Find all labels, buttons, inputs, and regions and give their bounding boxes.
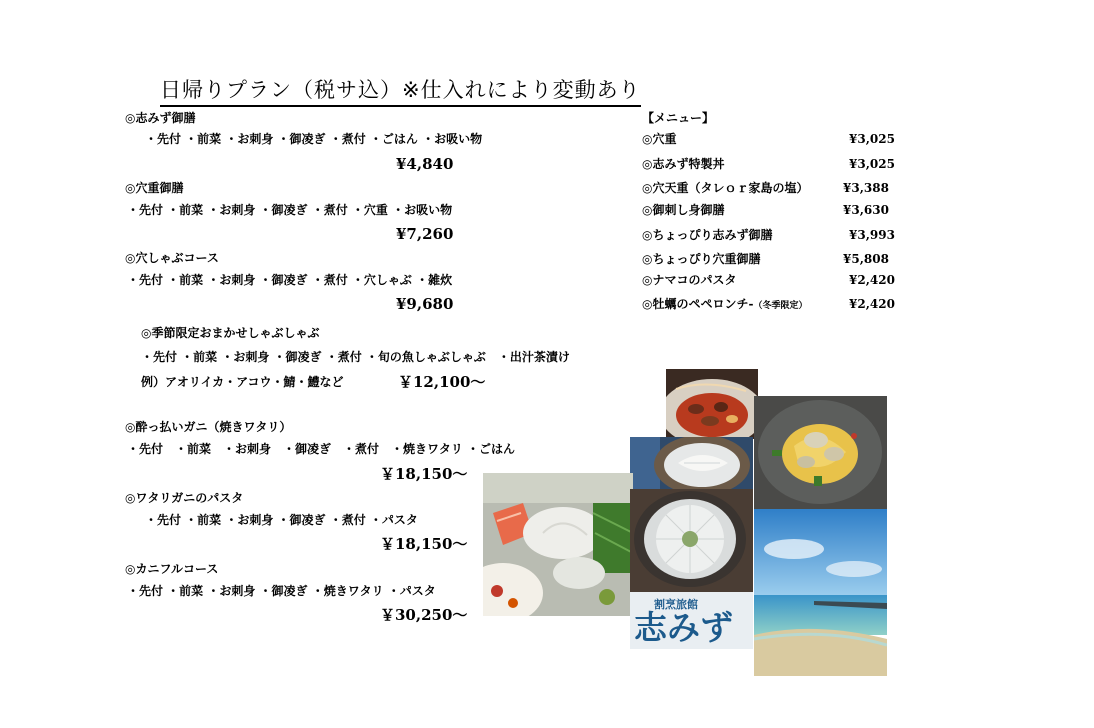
plan-3-price: ¥9,680 bbox=[396, 295, 454, 313]
menu-item-name: ◎穴重 bbox=[642, 132, 677, 146]
menu-item-name: ◎穴天重（タレｏｒ家島の塩） bbox=[642, 181, 809, 195]
plan-4-example: 例）アオリイカ・アコウ・鯖・鱧など bbox=[141, 375, 344, 389]
menu-item-name: ◎ちょっぴり志みず御膳 bbox=[642, 228, 773, 242]
menu-item-name-text: ◎牡蠣のペペロンチ- bbox=[642, 297, 754, 311]
page-title: 日帰りプラン（税サ込）※仕入れにより変動あり bbox=[160, 74, 641, 107]
menu-item-name: ◎御刺し身御膳 bbox=[642, 203, 725, 217]
plan-6-items: ・先付 ・前菜 ・お刺身 ・御凌ぎ ・煮付 ・パスタ bbox=[145, 513, 418, 527]
menu-item-price: ¥2,420 bbox=[849, 273, 895, 287]
plan-5-items: ・先付 ・前菜 ・お刺身 ・御凌ぎ ・煮付 ・焼きワタリ ・ごはん bbox=[127, 442, 516, 456]
plan-2-price: ¥7,260 bbox=[396, 225, 454, 243]
plan-3-items: ・先付 ・前菜 ・お刺身 ・御凌ぎ ・煮付 ・穴しゃぶ ・雑炊 bbox=[127, 273, 453, 287]
plan-4-items: ・先付 ・前菜 ・お刺身 ・御凌ぎ ・煮付 ・旬の魚しゃぶしゃぶ ・出汁茶漬け bbox=[141, 350, 570, 364]
menu-item-name: ◎ちょっぴり穴重御膳 bbox=[642, 252, 761, 266]
menu-item-price: ¥3,025 bbox=[849, 157, 895, 171]
plan-1-price: ¥4,840 bbox=[396, 155, 454, 173]
ryokan-logo bbox=[630, 592, 753, 649]
menu-item-price: ¥3,025 bbox=[849, 132, 895, 146]
pasta-oyster-photo bbox=[754, 396, 887, 509]
menu-item-price: ¥5,808 bbox=[843, 252, 889, 266]
plan-6-price: ￥18,150〜 bbox=[380, 535, 468, 553]
plan-4-price: ￥12,100〜 bbox=[398, 373, 486, 391]
plan-1-name: ◎志みず御膳 bbox=[125, 111, 196, 125]
menu-item-price: ¥3,388 bbox=[843, 181, 889, 195]
menu-item-price: ¥3,630 bbox=[843, 203, 889, 217]
plan-6-name: ◎ワタリガニのパスタ bbox=[125, 491, 244, 505]
menu-item-note: （冬季限定） bbox=[753, 301, 808, 311]
menu-item-name: ◎志みず特製丼 bbox=[642, 157, 725, 171]
fish-shabu-photo bbox=[630, 489, 753, 592]
plan-7-name: ◎カニフルコース bbox=[125, 562, 219, 576]
plan-2-items: ・先付 ・前菜 ・お刺身 ・御凌ぎ ・煮付 ・穴重 ・お吸い物 bbox=[127, 203, 453, 217]
sashimi-photo bbox=[483, 473, 633, 616]
plan-7-price: ￥30,250〜 bbox=[380, 606, 468, 624]
menu-item-name bbox=[642, 297, 807, 313]
menu-header: 【メニュー】 bbox=[642, 111, 715, 125]
fish-plate-photo bbox=[630, 437, 753, 492]
plan-7-items: ・先付 ・前菜 ・お刺身 ・御凌ぎ ・焼きワタリ ・パスタ bbox=[127, 584, 436, 598]
menu-item-name: ◎ナマコのパスタ bbox=[642, 273, 737, 287]
plan-1-items: ・先付 ・前菜 ・お刺身 ・御凌ぎ ・煮付 ・ごはん ・お吸い物 bbox=[145, 132, 483, 146]
plan-3-name: ◎穴しゃぶコース bbox=[125, 251, 219, 265]
plan-5-price: ￥18,150〜 bbox=[380, 465, 468, 483]
logo-small-text: 割烹旅館 bbox=[654, 598, 698, 611]
beach-photo bbox=[754, 509, 887, 676]
plan-2-name: ◎穴重御膳 bbox=[125, 181, 184, 195]
menu-item-price: ¥2,420 bbox=[849, 297, 895, 311]
pasta-tomato-photo bbox=[666, 369, 758, 439]
plan-4-name: ◎季節限定おまかせしゃぶしゃぶ bbox=[141, 326, 320, 340]
menu-item-price: ¥3,993 bbox=[849, 228, 895, 242]
logo-main-text: 志みず bbox=[634, 608, 733, 647]
plan-5-name: ◎酔っ払いガニ（焼きワタリ） bbox=[125, 420, 292, 434]
